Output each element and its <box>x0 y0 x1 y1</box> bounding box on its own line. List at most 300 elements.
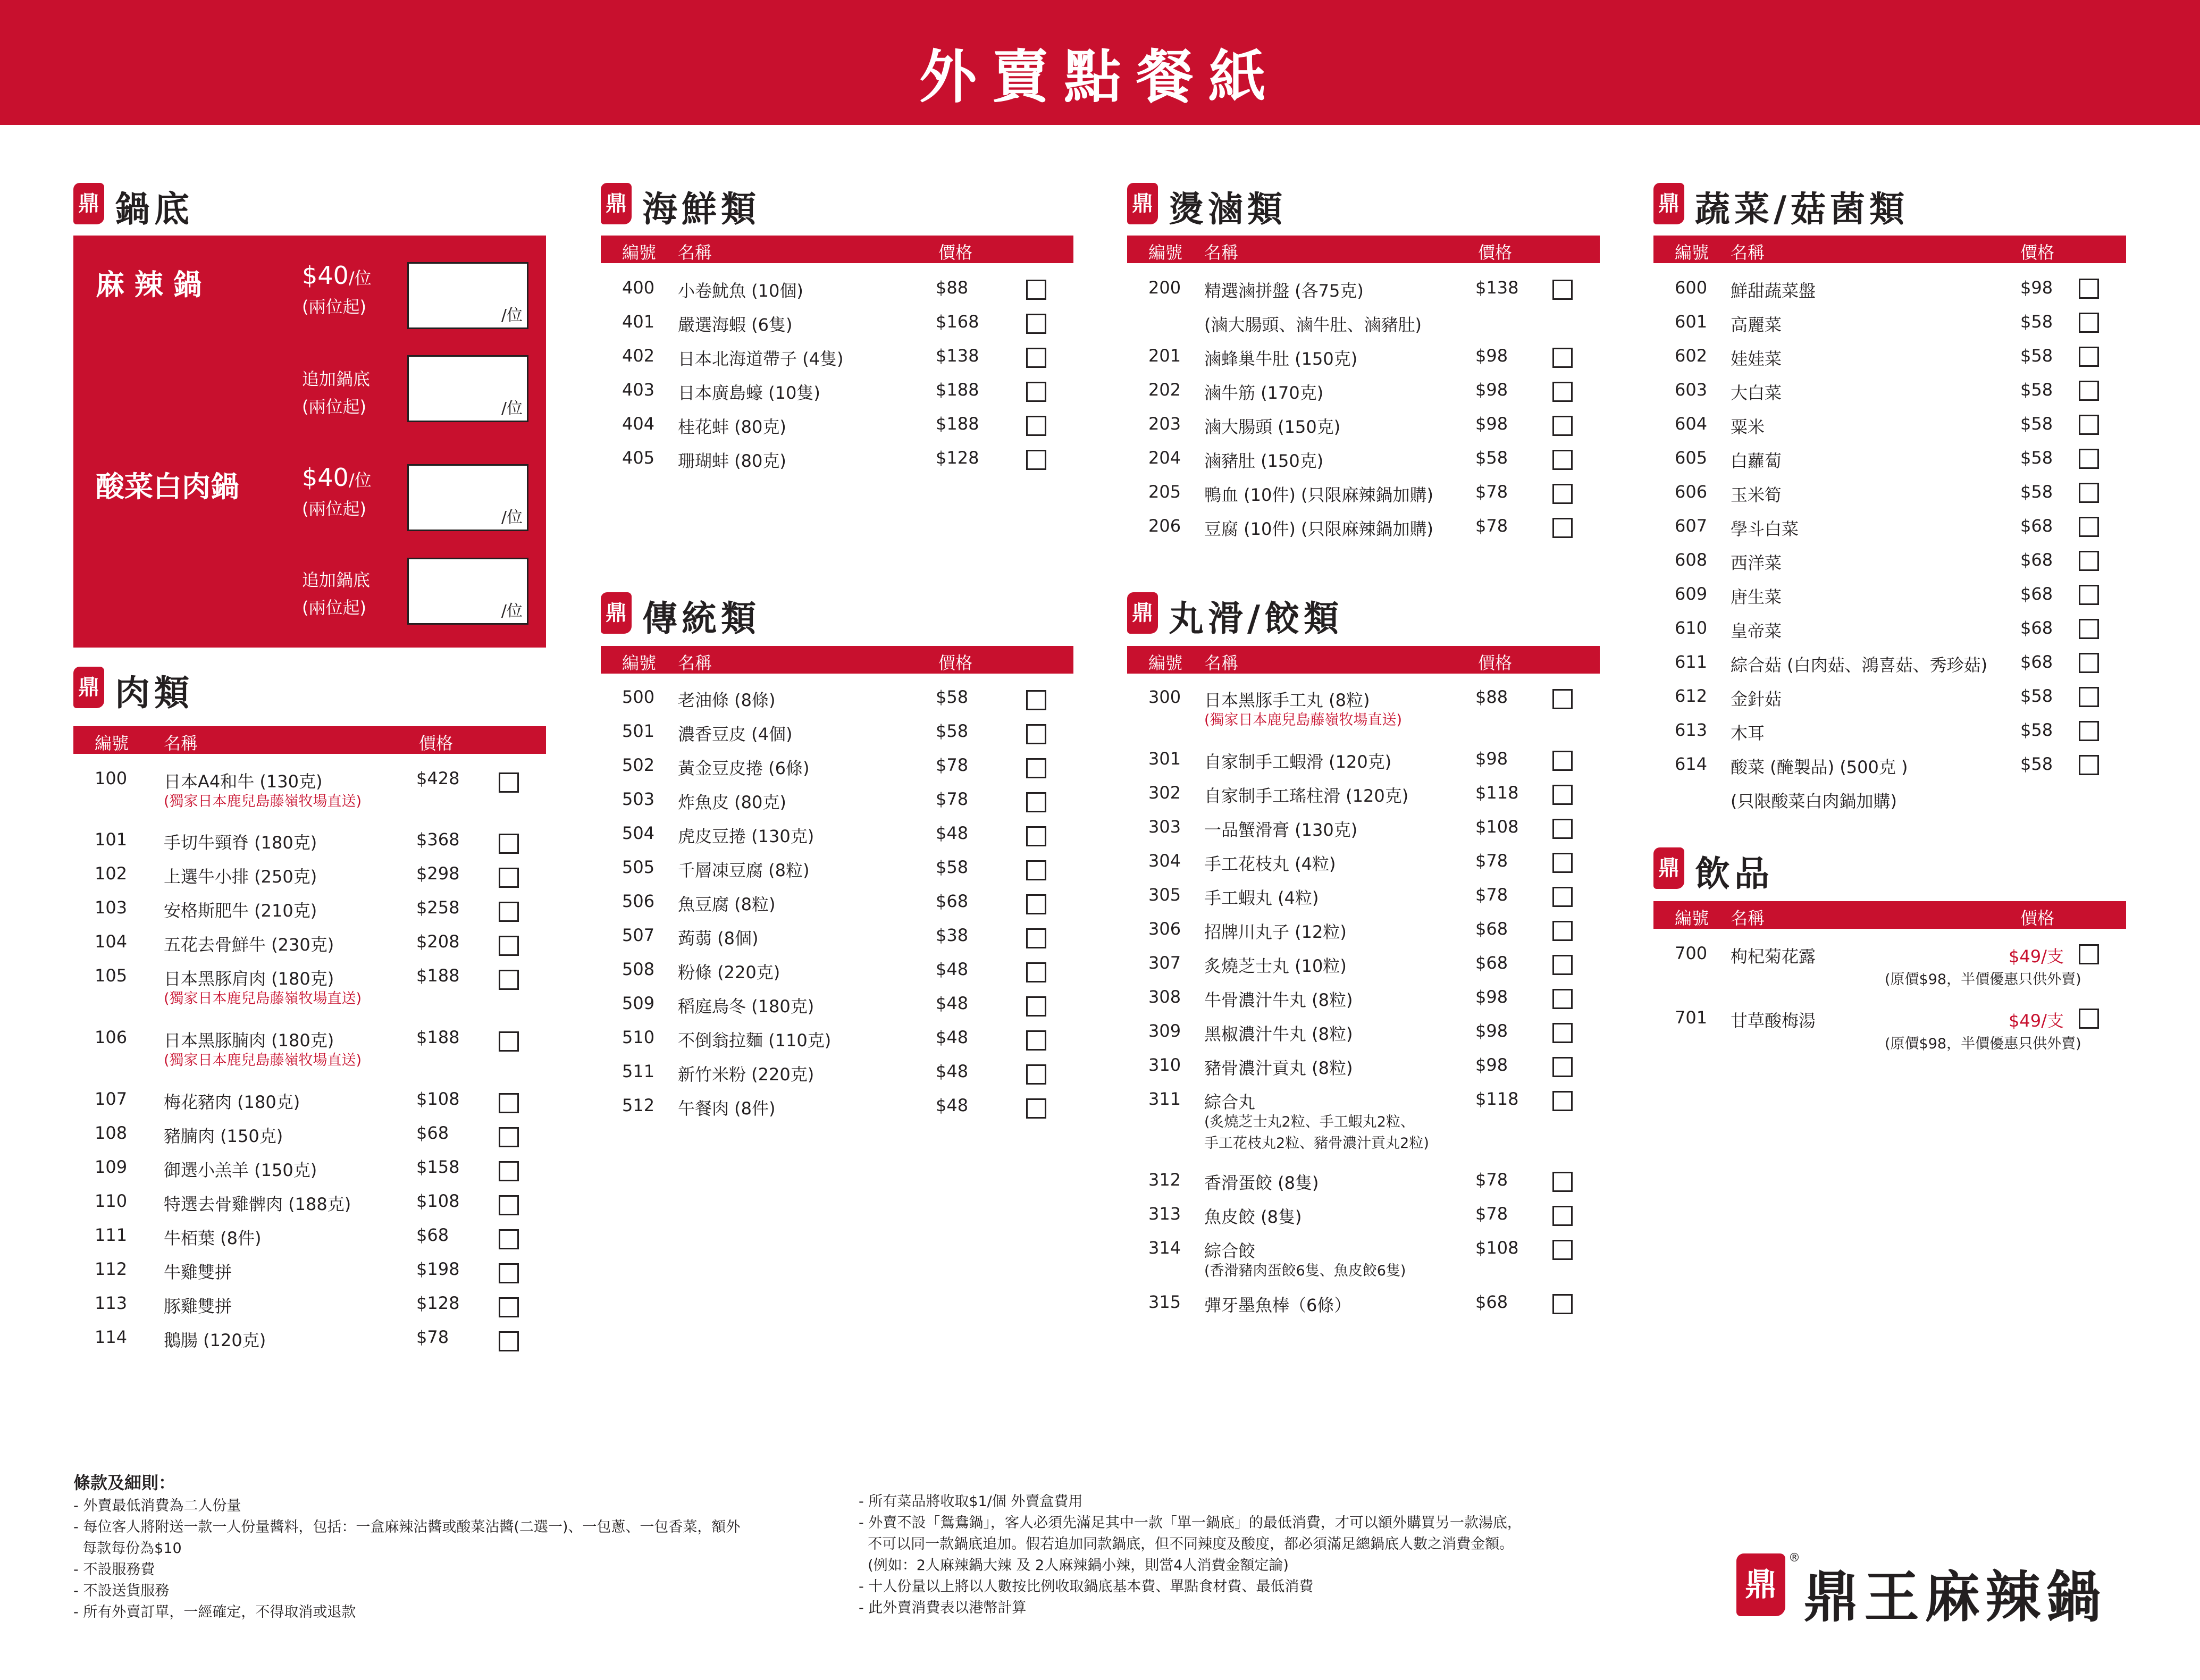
brand-name: 鼎王麻辣鍋 <box>1803 1564 2107 1629</box>
item-price: $58 <box>2020 754 2053 774</box>
item-name: 綜合餃 <box>1204 1241 1256 1261</box>
item-name: 娃娃菜 <box>1731 349 1782 369</box>
item-price: $98 <box>1475 987 1508 1007</box>
item-number: 613 <box>1675 720 1708 740</box>
menu-row-101 <box>73 829 546 863</box>
terms-line: (例如：2人麻辣鍋大辣 及 2人麻辣鍋小辣，則當4人消費金額定論) <box>859 1557 1289 1574</box>
section-title: 鍋底 <box>115 188 194 230</box>
item-price: $58 <box>2020 414 2053 434</box>
item-price: $98 <box>1475 346 1508 366</box>
item-name: 午餐肉 (8件) <box>678 1098 776 1119</box>
menu-row-200 <box>1127 278 1600 335</box>
menu-row-401 <box>601 312 1073 346</box>
item-name: 木耳 <box>1731 723 1765 743</box>
order-checkbox[interactable] <box>499 1195 519 1215</box>
order-checkbox[interactable] <box>1026 1064 1046 1085</box>
item-number: 305 <box>1148 885 1181 905</box>
menu-row-508 <box>601 959 1073 993</box>
section-seal-icon: 鼎 <box>1127 183 1158 224</box>
item-price: $38 <box>936 925 969 945</box>
col-header-no: 編號 <box>95 733 129 753</box>
item-note: (獨家日本鹿兒島藤嶺牧場直送) <box>164 1052 362 1069</box>
order-checkbox[interactable] <box>2079 687 2099 707</box>
header-bar <box>0 0 2200 125</box>
section-header-veg <box>1653 181 2079 234</box>
order-checkbox[interactable] <box>499 1161 519 1181</box>
item-name: 金針菇 <box>1731 689 1782 709</box>
item-name: 濃香豆皮 (4個) <box>678 724 793 744</box>
item-number: 505 <box>622 857 655 877</box>
item-name: 小卷魷魚 (10個) <box>678 281 803 301</box>
order-checkbox[interactable] <box>2079 944 2099 964</box>
order-checkbox[interactable] <box>1552 450 1573 470</box>
col-header-price: 價格 <box>938 653 973 673</box>
order-checkbox[interactable] <box>499 1331 519 1351</box>
item-number: 314 <box>1148 1238 1181 1258</box>
soup-base-panel <box>73 236 546 648</box>
item-number: 501 <box>622 721 655 741</box>
order-checkbox[interactable] <box>1552 1091 1573 1111</box>
order-checkbox[interactable] <box>1552 382 1573 402</box>
add-soup-note: (兩位起) <box>302 598 366 618</box>
item-price: $68 <box>2020 516 2053 536</box>
col-header-name: 名稱 <box>1731 908 1765 928</box>
terms-left <box>73 1470 740 1623</box>
item-price: $98 <box>1475 749 1508 769</box>
item-number: 102 <box>95 863 128 884</box>
item-name: 日本黑豚手工丸 (8粒) <box>1204 690 1370 710</box>
item-price: $298 <box>416 863 460 884</box>
menu-row-107 <box>73 1089 546 1123</box>
order-checkbox[interactable] <box>1552 1294 1573 1314</box>
section-header-meat <box>73 665 499 718</box>
table-header-drinks <box>1653 901 2126 929</box>
add-soup-quantity-field[interactable] <box>407 355 528 422</box>
item-price: $428 <box>416 768 460 788</box>
item-number: 405 <box>622 448 655 468</box>
order-checkbox[interactable] <box>499 834 519 854</box>
item-number: 300 <box>1148 687 1181 707</box>
col-header-name: 名稱 <box>164 733 198 753</box>
order-checkbox[interactable] <box>1552 416 1573 436</box>
terms-line: - 不設服務費 <box>73 1561 155 1578</box>
table-header-seafood <box>601 236 1073 263</box>
section-header-traditional <box>601 590 1026 643</box>
item-price: $108 <box>416 1191 460 1211</box>
quantity-unit-label: /位 <box>501 508 523 527</box>
item-price: $68 <box>1475 953 1508 973</box>
order-checkbox[interactable] <box>499 868 519 888</box>
item-price: $48 <box>936 1095 969 1115</box>
order-checkbox[interactable] <box>2079 381 2099 401</box>
menu-row-203 <box>1127 414 1600 448</box>
item-price: $78 <box>936 789 969 809</box>
col-header-no: 編號 <box>1148 242 1183 263</box>
terms-line: - 此外賣消費表以港幣計算 <box>859 1600 1027 1616</box>
order-checkbox[interactable] <box>499 936 519 956</box>
quantity-unit-label: /位 <box>501 602 523 620</box>
menu-row-602 <box>1653 346 2126 380</box>
item-price: $58 <box>2020 380 2053 400</box>
order-checkbox[interactable] <box>1552 1057 1573 1077</box>
item-number: 110 <box>95 1191 128 1211</box>
item-number: 107 <box>95 1089 128 1109</box>
section-title: 丸滑/餃類 <box>1169 598 1343 639</box>
order-checkbox[interactable] <box>2079 755 2099 775</box>
item-name: 滷牛筋 (170克) <box>1204 383 1324 403</box>
item-name: 日本廣島蠔 (10隻) <box>678 383 820 403</box>
item-name: 珊瑚蚌 (80克) <box>678 451 786 471</box>
item-name: 豬腩肉 (150克) <box>164 1126 283 1146</box>
order-checkbox[interactable] <box>2079 585 2099 605</box>
menu-row-614 <box>1653 754 2126 811</box>
add-soup-note: (兩位起) <box>302 397 366 417</box>
item-number: 206 <box>1148 516 1181 536</box>
order-checkbox[interactable] <box>1552 989 1573 1009</box>
item-name: 玉米筍 <box>1731 485 1782 505</box>
section-seal-icon: 鼎 <box>601 183 632 224</box>
item-number: 608 <box>1675 550 1708 570</box>
col-header-name: 名稱 <box>1204 653 1239 673</box>
order-checkbox[interactable] <box>1552 785 1573 805</box>
item-number: 310 <box>1148 1055 1181 1075</box>
menu-row-404 <box>601 414 1073 448</box>
order-checkbox[interactable] <box>1026 280 1046 300</box>
order-checkbox[interactable] <box>2079 313 2099 333</box>
item-price: $68 <box>2020 584 2053 604</box>
item-number: 103 <box>95 897 128 918</box>
menu-row-301 <box>1127 749 1600 783</box>
order-checkbox[interactable] <box>499 970 519 990</box>
menu-row-312 <box>1127 1170 1600 1204</box>
item-number: 610 <box>1675 618 1708 638</box>
order-checkbox[interactable] <box>1026 792 1046 812</box>
item-name: 日本A4和牛 (130克) <box>164 771 323 792</box>
item-name: 日本北海道帶子 (4隻) <box>678 349 844 369</box>
item-name: 枸杞菊花露 <box>1731 946 1816 967</box>
order-checkbox[interactable] <box>1552 819 1573 839</box>
soup-base-price-value: $40 <box>302 261 349 290</box>
section-header-braised <box>1127 181 1552 234</box>
order-checkbox[interactable] <box>2079 483 2099 503</box>
order-checkbox[interactable] <box>499 1263 519 1283</box>
menu-row-309 <box>1127 1021 1600 1055</box>
menu-row-104 <box>73 931 546 965</box>
item-price: $188 <box>936 414 979 434</box>
item-number: 611 <box>1675 652 1708 672</box>
order-checkbox[interactable] <box>2079 517 2099 537</box>
menu-row-511 <box>601 1061 1073 1095</box>
menu-row-305 <box>1127 885 1600 919</box>
item-price: $128 <box>416 1293 460 1313</box>
item-price: $58 <box>936 857 969 877</box>
order-checkbox[interactable] <box>2079 619 2099 639</box>
item-name: 千層凍豆腐 (8粒) <box>678 860 810 880</box>
table-header-veg <box>1653 236 2126 263</box>
menu-row-509 <box>601 993 1073 1027</box>
order-checkbox[interactable] <box>499 902 519 922</box>
item-number: 508 <box>622 959 655 979</box>
order-checkbox[interactable] <box>1026 758 1046 778</box>
item-price: $68 <box>416 1225 449 1245</box>
order-checkbox[interactable] <box>1552 751 1573 771</box>
item-name: 魚豆腐 (8粒) <box>678 894 776 914</box>
order-checkbox[interactable] <box>2079 415 2099 435</box>
menu-row-603 <box>1653 380 2126 414</box>
order-checkbox[interactable] <box>1026 314 1046 334</box>
item-name: 皇帝菜 <box>1731 621 1782 641</box>
menu-row-608 <box>1653 550 2126 584</box>
item-price: $88 <box>936 278 969 298</box>
col-header-no: 編號 <box>1148 653 1183 673</box>
item-price: $49/支 <box>2009 1011 2064 1031</box>
menu-row-400 <box>601 278 1073 312</box>
item-number: 301 <box>1148 749 1181 769</box>
item-name: 鴨血 (10件) (只限麻辣鍋加購) <box>1204 485 1434 505</box>
item-name: 稻庭烏冬 (180克) <box>678 996 814 1017</box>
item-number: 503 <box>622 789 655 809</box>
item-number: 601 <box>1675 312 1708 332</box>
item-note: (原價$98，半價優惠只供外賣) <box>1885 971 2081 988</box>
table-header-balls <box>1127 646 1600 674</box>
order-checkbox[interactable] <box>2079 347 2099 367</box>
order-checkbox[interactable] <box>2079 449 2099 469</box>
col-header-no: 編號 <box>1675 242 1709 263</box>
order-checkbox[interactable] <box>1026 724 1046 744</box>
menu-row-206 <box>1127 516 1600 550</box>
item-name: 精選滷拼盤 (各75克) <box>1204 281 1364 301</box>
item-number: 105 <box>95 965 128 986</box>
menu-row-108 <box>73 1123 546 1157</box>
terms-title: 條款及細則： <box>73 1473 176 1493</box>
item-price: $188 <box>936 380 979 400</box>
menu-row-103 <box>73 897 546 931</box>
add-soup-label: 追加鍋底 <box>302 369 371 389</box>
item-price: $118 <box>1475 1089 1519 1109</box>
terms-line: - 所有外賣訂單，一經確定，不得取消或退款 <box>73 1604 356 1620</box>
order-checkbox[interactable] <box>499 1127 519 1147</box>
menu-row-600 <box>1653 278 2126 312</box>
item-price: $98 <box>1475 380 1508 400</box>
add-soup-quantity-field[interactable] <box>407 558 528 625</box>
menu-row-306 <box>1127 919 1600 953</box>
section-title: 海鮮類 <box>642 188 760 230</box>
item-number: 304 <box>1148 851 1181 871</box>
item-name: 大白菜 <box>1731 383 1782 403</box>
col-header-price: 價格 <box>938 242 973 263</box>
menu-row-505 <box>601 857 1073 891</box>
col-header-no: 編號 <box>1675 908 1709 928</box>
item-name: 手工花枝丸 (4粒) <box>1204 854 1336 874</box>
item-name: 御選小羔羊 (150克) <box>164 1160 317 1180</box>
menu-row-701 <box>1653 1007 2126 1052</box>
order-checkbox[interactable] <box>2079 721 2099 741</box>
item-number: 510 <box>622 1027 655 1047</box>
order-checkbox[interactable] <box>1026 382 1046 402</box>
item-number: 606 <box>1675 482 1708 502</box>
item-price: $58 <box>2020 346 2053 366</box>
item-price: $68 <box>2020 652 2053 672</box>
menu-row-100 <box>73 768 546 810</box>
item-price: $58 <box>2020 482 2053 502</box>
item-price: $78 <box>1475 516 1508 536</box>
soup-base-quantity-field[interactable] <box>407 262 528 329</box>
item-name: 安格斯肥牛 (210克) <box>164 901 317 921</box>
order-checkbox[interactable] <box>1026 450 1046 470</box>
order-checkbox[interactable] <box>499 772 519 793</box>
order-checkbox[interactable] <box>499 1031 519 1052</box>
item-subtext: 手工花枝丸2粒、豬骨濃汁貢丸2粒) <box>1204 1135 1429 1152</box>
order-checkbox[interactable] <box>1026 1030 1046 1051</box>
order-checkbox[interactable] <box>1026 690 1046 710</box>
section-title: 蔬菜/菇菌類 <box>1695 188 1909 230</box>
order-checkbox[interactable] <box>1552 280 1573 300</box>
brand-logo <box>1736 1542 2119 1627</box>
order-checkbox[interactable] <box>1552 689 1573 709</box>
order-checkbox[interactable] <box>1026 962 1046 982</box>
menu-row-611 <box>1653 652 2126 686</box>
order-checkbox[interactable] <box>2079 1009 2099 1029</box>
menu-row-313 <box>1127 1204 1600 1238</box>
item-number: 509 <box>622 993 655 1013</box>
section-seal-icon: 鼎 <box>1653 183 1684 224</box>
item-name: 牛骨濃汁牛丸 (8粒) <box>1204 990 1353 1010</box>
order-checkbox[interactable] <box>1552 921 1573 941</box>
terms-line: - 外賣最低消費為二人份量 <box>73 1498 241 1514</box>
registered-mark: ® <box>1788 1551 1800 1565</box>
col-header-price: 價格 <box>1478 242 1513 263</box>
item-price: $68 <box>2020 550 2053 570</box>
soup-base-note: (兩位起) <box>302 297 366 317</box>
menu-row-205 <box>1127 482 1600 516</box>
order-checkbox[interactable] <box>1026 928 1046 948</box>
col-header-price: 價格 <box>2020 242 2055 263</box>
item-price: $58 <box>1475 448 1508 468</box>
item-name: 手工蝦丸 (4粒) <box>1204 888 1319 908</box>
order-checkbox[interactable] <box>2079 279 2099 299</box>
order-checkbox[interactable] <box>1552 484 1573 504</box>
menu-row-102 <box>73 863 546 897</box>
item-number: 701 <box>1675 1007 1708 1028</box>
item-number: 315 <box>1148 1292 1181 1312</box>
menu-row-310 <box>1127 1055 1600 1089</box>
item-number: 400 <box>622 278 655 298</box>
menu-row-504 <box>601 823 1073 857</box>
item-name: 一品蟹滑膏 (130克) <box>1204 820 1358 840</box>
order-checkbox[interactable] <box>1026 348 1046 368</box>
order-checkbox[interactable] <box>499 1093 519 1113</box>
item-name: 蒟蒻 (8個) <box>678 928 759 948</box>
menu-row-604 <box>1653 414 2126 448</box>
order-checkbox[interactable] <box>1026 894 1046 914</box>
order-checkbox[interactable] <box>499 1229 519 1249</box>
menu-row-613 <box>1653 720 2126 754</box>
item-price: $68 <box>416 1123 449 1143</box>
order-checkbox[interactable] <box>1552 853 1573 873</box>
order-checkbox[interactable] <box>2079 551 2099 571</box>
item-price: $49/支 <box>2009 946 2064 967</box>
soup-base-price <box>302 261 372 290</box>
item-number: 605 <box>1675 448 1708 468</box>
order-checkbox[interactable] <box>1552 887 1573 907</box>
order-checkbox[interactable] <box>1552 1240 1573 1260</box>
item-price: $258 <box>416 897 460 918</box>
item-name: 唐生菜 <box>1731 587 1782 607</box>
terms-line: 每款每份為$10 <box>73 1540 182 1557</box>
order-checkbox[interactable] <box>1026 1098 1046 1119</box>
item-number: 106 <box>95 1027 128 1047</box>
order-checkbox[interactable] <box>1026 416 1046 436</box>
col-header-name: 名稱 <box>678 653 712 673</box>
order-checkbox[interactable] <box>499 1297 519 1317</box>
order-checkbox[interactable] <box>1552 1023 1573 1043</box>
order-checkbox[interactable] <box>1026 860 1046 880</box>
item-name: 五花去骨鮮牛 (230克) <box>164 935 334 955</box>
soup-base-price-value: $40 <box>302 463 349 492</box>
item-price: $368 <box>416 829 460 850</box>
item-number: 500 <box>622 687 655 707</box>
item-number: 700 <box>1675 943 1708 963</box>
order-checkbox[interactable] <box>2079 653 2099 673</box>
order-checkbox[interactable] <box>1552 955 1573 975</box>
item-number: 108 <box>95 1123 128 1143</box>
order-checkbox[interactable] <box>1552 348 1573 368</box>
item-number: 512 <box>622 1095 655 1115</box>
item-name: 滷蜂巢牛肚 (150克) <box>1204 349 1358 369</box>
menu-row-507 <box>601 925 1073 959</box>
item-number: 204 <box>1148 448 1181 468</box>
section-title: 肉類 <box>115 672 194 713</box>
item-name: 梅花豬肉 (180克) <box>164 1092 300 1112</box>
terms-line: - 外賣不設「鴛鴦鍋」，客人必須先滿足其中一款「單一鍋底」的最低消費，才可以額外購買另一款湯底， <box>859 1515 1522 1531</box>
item-price: $98 <box>2020 278 2053 298</box>
terms-line: - 所有菜品將收取$1/個 外賣盒費用 <box>859 1493 1083 1510</box>
terms-line: - 十人份量以上將以人數按比例收取鍋底基本費、單點食材費、最低消費 <box>859 1578 1314 1595</box>
item-number: 511 <box>622 1061 655 1081</box>
order-checkbox[interactable] <box>1552 1206 1573 1226</box>
soup-base-note: (兩位起) <box>302 499 366 519</box>
order-checkbox[interactable] <box>1552 518 1573 538</box>
section-header-seafood <box>601 181 1026 234</box>
item-number: 101 <box>95 829 128 850</box>
item-number: 404 <box>622 414 655 434</box>
order-checkbox[interactable] <box>1026 826 1046 846</box>
order-checkbox[interactable] <box>1026 996 1046 1017</box>
item-number: 307 <box>1148 953 1181 973</box>
order-checkbox[interactable] <box>1552 1172 1573 1192</box>
item-name: 滷大腸頭 (150克) <box>1204 417 1341 437</box>
item-price: $58 <box>936 687 969 707</box>
soup-base-quantity-field[interactable] <box>407 464 528 531</box>
col-header-name: 名稱 <box>1204 242 1239 263</box>
menu-row-307 <box>1127 953 1600 987</box>
item-number: 600 <box>1675 278 1708 298</box>
item-note: (獨家日本鹿兒島藤嶺牧場直送) <box>164 793 362 810</box>
item-name: 虎皮豆捲 (130克) <box>678 826 814 846</box>
item-price: $48 <box>936 1027 969 1047</box>
item-name: 日本黑豚肩肉 (180克) <box>164 969 334 989</box>
item-number: 205 <box>1148 482 1181 502</box>
menu-row-112 <box>73 1259 546 1293</box>
menu-row-315 <box>1127 1292 1600 1326</box>
item-name: 炙燒芝士丸 (10粒) <box>1204 956 1347 976</box>
item-number: 312 <box>1148 1170 1181 1190</box>
menu-row-202 <box>1127 380 1600 414</box>
item-name: 酸菜 (醃製品) (500克 ) <box>1731 757 1908 777</box>
item-price: $108 <box>416 1089 460 1109</box>
menu-row-106 <box>73 1027 546 1069</box>
brand-seal-icon: 鼎 <box>1736 1553 1785 1616</box>
